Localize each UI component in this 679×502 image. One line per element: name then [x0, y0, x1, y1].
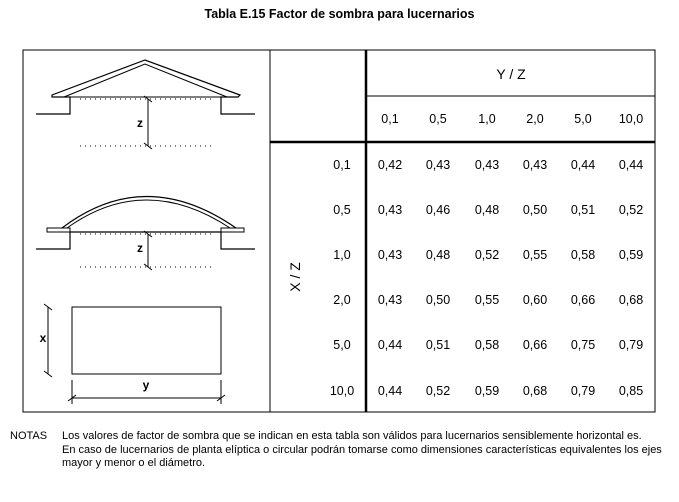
row-header: 0,5: [333, 203, 351, 217]
table-cell: 0,48: [425, 248, 451, 262]
table-cell: 0,66: [570, 293, 596, 307]
data-cells: [378, 158, 643, 398]
row-header: 0,1: [333, 158, 351, 172]
table-cell: 0,55: [522, 248, 548, 262]
plan-view-diagram: [44, 304, 225, 404]
table-cell: 0,43: [474, 158, 500, 172]
table-cell: 0,59: [474, 384, 500, 398]
table-cell: 0,42: [377, 158, 403, 172]
table-cell: 0,43: [425, 158, 451, 172]
notes-text: [62, 430, 664, 471]
table-cell: 0,43: [377, 248, 403, 262]
col-header: 10,0: [618, 112, 644, 126]
col-header: 0,1: [381, 112, 399, 126]
table-frame: [23, 50, 655, 412]
plan-x-label: x: [39, 331, 47, 345]
table-cell: 0,50: [425, 293, 451, 307]
table-title: Tabla E.15 Factor de sombra para lucernarios: [204, 7, 475, 21]
table-cell: 0,50: [522, 203, 548, 217]
table-cell: 0,68: [522, 384, 548, 398]
dome-z-label: z: [137, 241, 143, 255]
row-header: 5,0: [333, 338, 351, 352]
table-cell: 0,58: [570, 248, 596, 262]
table-cell: 0,51: [425, 338, 451, 352]
note-line-1: Los valores de factor de sombra que se indican en esta tabla son válidos para lucernarios sensiblemente horizontal es.: [62, 430, 642, 442]
row-axis-label: X / Z: [287, 262, 303, 292]
table-cell: 0,44: [377, 338, 403, 352]
table-cell: 0,46: [425, 203, 451, 217]
row-headers: [330, 158, 354, 398]
gable-skylight-diagram: [36, 60, 255, 149]
table-cell: 0,44: [377, 384, 403, 398]
row-header: 1,0: [333, 248, 351, 262]
note-line-2: En caso de lucernarios de planta elíptica o circular podrán tomarse como dimensiones características equivalentes los ejes mayor y menor o el diámetro.: [62, 443, 662, 469]
table-cell: 0,52: [425, 384, 451, 398]
table-cell: 0,51: [570, 203, 596, 217]
plan-y-label: y: [142, 378, 150, 392]
table-cell: 0,85: [618, 384, 644, 398]
table-cell: 0,55: [474, 293, 500, 307]
table-cell: 0,52: [618, 203, 644, 217]
table-cell: 0,79: [570, 384, 596, 398]
col-headers: [381, 112, 643, 126]
col-header: 5,0: [574, 112, 592, 126]
col-header: 2,0: [526, 112, 544, 126]
table-cell: 0,66: [522, 338, 548, 352]
table-cell: 0,58: [474, 338, 500, 352]
col-header: 1,0: [478, 112, 496, 126]
dome-skylight-diagram: [36, 197, 255, 271]
table-cell: 0,48: [474, 203, 500, 217]
gable-z-label: z: [137, 116, 143, 130]
table-cell: 0,43: [522, 158, 548, 172]
col-header: 0,5: [429, 112, 447, 126]
table-cell: 0,52: [474, 248, 500, 262]
table-cell: 0,75: [570, 338, 596, 352]
table-cell: 0,43: [377, 203, 403, 217]
table-cell: 0,68: [618, 293, 644, 307]
table-cell: 0,44: [618, 158, 644, 172]
table-cell: 0,60: [522, 293, 548, 307]
table-cell: 0,79: [618, 338, 644, 352]
notes-label: NOTAS: [10, 430, 48, 442]
table-cell: 0,44: [570, 158, 596, 172]
row-header: 10,0: [329, 384, 355, 398]
row-header: 2,0: [333, 293, 351, 307]
table-cell: 0,43: [377, 293, 403, 307]
table-cell: 0,59: [618, 248, 644, 262]
col-axis-label: Y / Z: [496, 66, 526, 82]
